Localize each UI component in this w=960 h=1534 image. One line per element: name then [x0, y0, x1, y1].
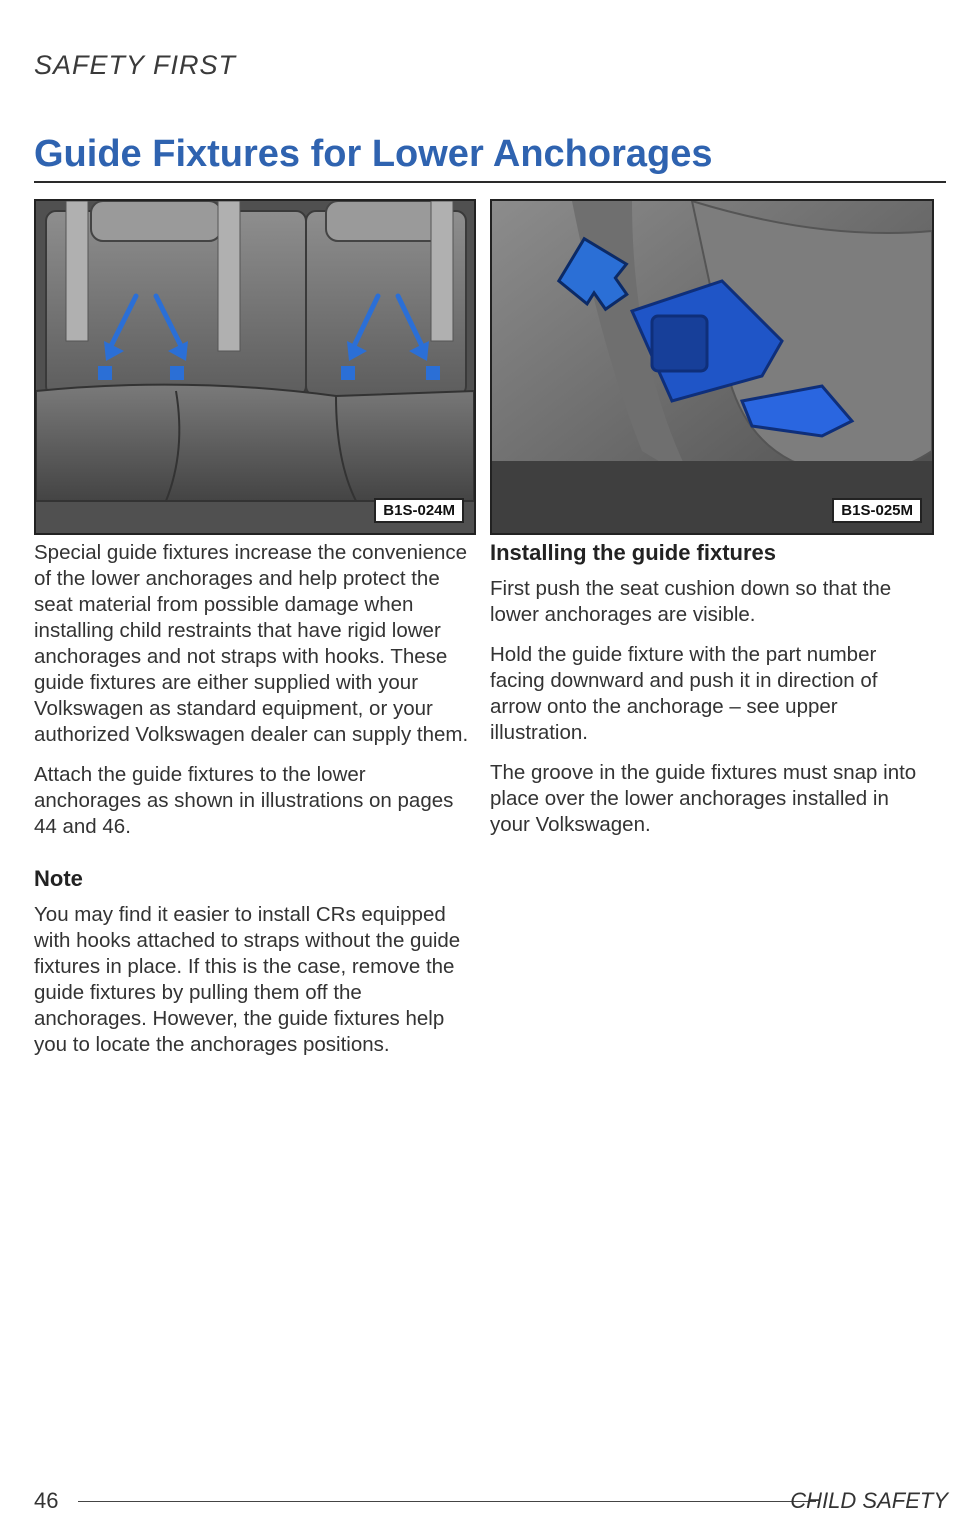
figure-rear-seat [34, 199, 476, 535]
figure-code: B1S-025M [832, 498, 922, 523]
right-column [490, 540, 930, 852]
body-paragraph: Special guide fixtures increase the convenience of the lower anchorages and help protect the seat material from possible damage when installing child restraints that have rigid lower anchorages and not straps with hooks. These guide fixtures are either supplied with your Volkswagen as standard equipment, or your authorized Volkswagen dealer can supply them. [34, 541, 469, 746]
title-rule [34, 181, 946, 183]
rear-seat-illustration [36, 201, 474, 533]
note-text: You may find it easier to install CRs equipped with hooks attached to straps without the guide fixtures in place. If this is the case, remove the guide fixtures by pulling them off the anchorages. However, the guide fixtures help you to locate the anchorages positions. [34, 903, 461, 1056]
body-paragraph: Hold the guide fixture with the part number facing downward and push it in direction of arrow onto the anchorage – see upper illustration. [490, 643, 878, 744]
page-number: 46 [34, 1488, 59, 1513]
left-column [34, 540, 474, 1072]
guide-fixture-illustration [492, 201, 932, 533]
figure-code: B1S-024M [374, 498, 464, 523]
body-paragraph: Attach the guide fixtures to the lower anchorages as shown in illustrations on pages 44 and 46. [34, 763, 454, 838]
sub-heading: Installing the guide fixtures [490, 540, 777, 565]
body-paragraph: The groove in the guide fixtures must snap into place over the lower anchorages installed in your Volkswagen. [490, 761, 917, 836]
section-header: SAFETY FIRST [34, 50, 237, 80]
footer-rule [78, 1501, 816, 1502]
page-title: Guide Fixtures for Lower Anchorages [34, 133, 713, 175]
chapter-name: CHILD SAFETY [790, 1488, 948, 1513]
note-heading: Note [34, 866, 83, 891]
body-paragraph: First push the seat cushion down so that the lower anchorages are visible. [490, 577, 892, 626]
figure-guide-fixture [490, 199, 934, 535]
